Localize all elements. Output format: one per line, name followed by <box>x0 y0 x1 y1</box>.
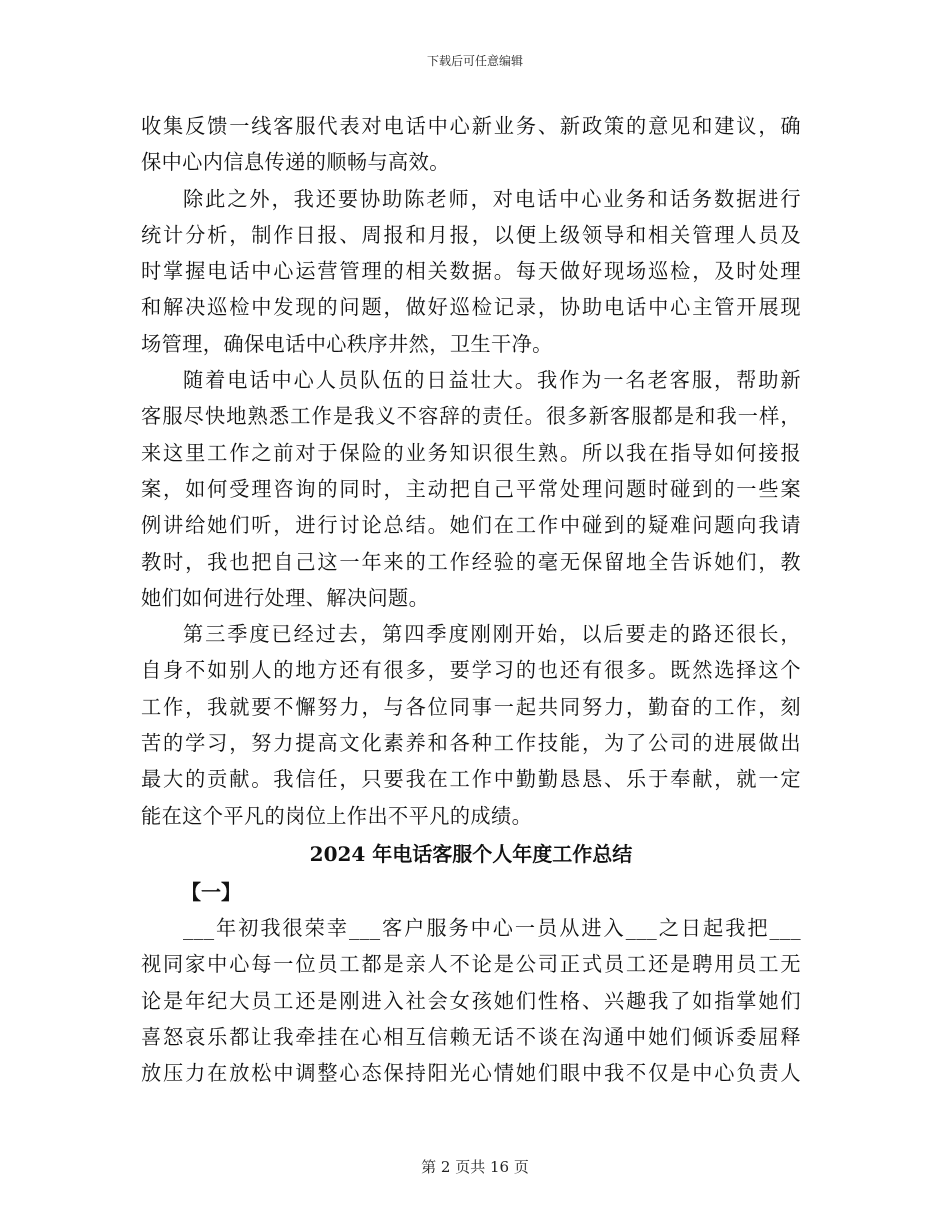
paragraph-line: 视同家中心每一位员工都是亲人不论是公司正式员工还是聘用员工无 <box>141 952 801 977</box>
paragraph-line: 第三季度已经过去，第四季度刚刚开始，以后要走的路还很长， <box>183 622 801 647</box>
paragraph-line: 工作，我就要不懈努力，与各位同事一起共同努力，勤奋的工作，刻 <box>141 694 801 719</box>
document-title: 2024 年电话客服个人年度工作总结 <box>309 841 633 866</box>
paragraph-line: 统计分析，制作日报、周报和月报，以便上级领导和相关管理人员及 <box>141 222 801 247</box>
paragraph-line: 和解决巡检中发现的问题，做好巡检记录，协助电话中心主管开展现 <box>141 295 801 320</box>
paragraph-line: 苦的学习，努力提高文化素养和各种工作技能，为了公司的进展做出 <box>141 731 801 756</box>
paragraph-line: ___年初我很荣幸___客户服务中心一员从进入___之日起我把___ <box>183 915 801 940</box>
section-marker: 【一】 <box>181 879 241 904</box>
paragraph-line: 除此之外，我还要协助陈老师，对电话中心业务和话务数据进行 <box>183 186 801 211</box>
page-number: 第 2 页共 16 页 <box>421 1158 529 1176</box>
paragraph-line: 喜怒哀乐都让我牵挂在心相互信赖无话不谈在沟通中她们倾诉委屈释 <box>141 1024 801 1049</box>
paragraph-line: 例讲给她们听，进行讨论总结。她们在工作中碰到的疑难问题向我请 <box>141 513 801 538</box>
paragraph-line: 自身不如别人的地方还有很多，要学习的也还有很多。既然选择这个 <box>141 658 801 683</box>
paragraph-line: 教时，我也把自己这一年来的工作经验的毫无保留地全告诉她们，教 <box>141 549 801 574</box>
paragraph-line: 场管理，确保电话中心秩序井然，卫生干净。 <box>141 331 553 356</box>
document-body <box>141 108 801 1091</box>
paragraph-line: 放压力在放松中调整心态保持阳光心情她们眼中我不仅是中心负责人 <box>141 1061 801 1086</box>
paragraph-line: 客服尽快地熟悉工作是我义不容辞的责任。很多新客服都是和我一样， <box>141 404 801 429</box>
page-header: 下载后可任意编辑 <box>426 54 523 68</box>
paragraph-line: 收集反馈一线客服代表对电话中心新业务、新政策的意见和建议，确 <box>141 114 801 138</box>
paragraph-line: 她们如何进行处理、解决问题。 <box>141 585 430 610</box>
paragraph-line: 随着电话中心人员队伍的日益壮大。我作为一名老客服，帮助新 <box>183 368 801 393</box>
paragraph-line: 能在这个平凡的岗位上作出不平凡的成绩。 <box>141 803 533 828</box>
paragraph-line: 来这里工作之前对于保险的业务知识很生熟。所以我在指导如何接报 <box>141 440 801 465</box>
paragraph-line: 最大的贡献。我信任，只要我在工作中勤勤恳恳、乐于奉献，就一定 <box>141 767 801 792</box>
paragraph-line: 论是年纪大员工还是刚进入社会女孩她们性格、兴趣我了如指掌她们 <box>141 988 801 1013</box>
paragraph-line: 时掌握电话中心运营管理的相关数据。每天做好现场巡检，及时处理 <box>141 259 801 284</box>
paragraph-line: 案，如何受理咨询的同时，主动把自己平常处理问题时碰到的一些案 <box>141 476 801 501</box>
paragraph-line: 保中心内信息传递的顺畅与高效。 <box>141 150 450 175</box>
